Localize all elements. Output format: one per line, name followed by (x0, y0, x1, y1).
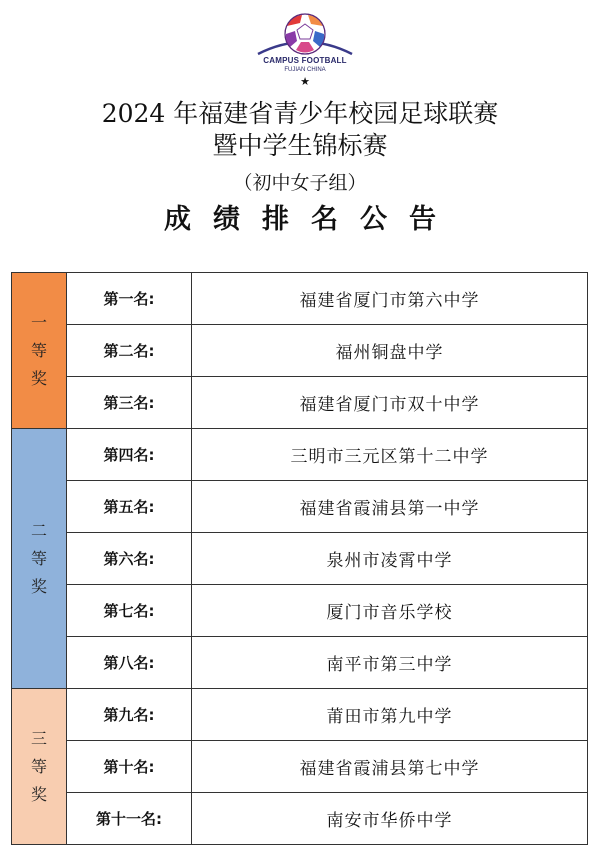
rank-label: 第八名: (67, 637, 192, 689)
tier-char: 等 (30, 548, 47, 568)
table-row (12, 741, 588, 793)
school-name: 福建省霞浦县第一中学 (192, 481, 588, 533)
school-name: 福建省厦门市双十中学 (192, 377, 588, 429)
tier-second-prize (12, 429, 67, 689)
rank-label: 第四名: (67, 429, 192, 481)
table-row (12, 533, 588, 585)
school-name: 泉州市凌霄中学 (192, 533, 588, 585)
school-name: 南安市华侨中学 (192, 793, 588, 845)
tier-char: 二 (30, 520, 47, 540)
logo-text-fujian-china: FUJIAN CHINA (284, 67, 326, 73)
school-name: 莆田市第九中学 (192, 689, 588, 741)
results-table (11, 272, 588, 845)
school-name: 福州铜盘中学 (192, 325, 588, 377)
table-row (12, 637, 588, 689)
rank-label: 第十名: (67, 741, 192, 793)
tier-char: 奖 (30, 784, 47, 804)
school-name: 福建省厦门市第六中学 (192, 273, 588, 325)
school-name: 三明市三元区第十二中学 (192, 429, 588, 481)
rank-label: 第二名: (67, 325, 192, 377)
rank-label: 第七名: (67, 585, 192, 637)
tier-first-prize (12, 273, 67, 429)
football-emblem-icon (250, 10, 360, 58)
tier-char: 奖 (30, 368, 47, 388)
rank-label: 第十一名: (67, 793, 192, 845)
tier-char: 等 (30, 340, 47, 360)
tier-char: 奖 (30, 576, 47, 596)
campus-football-logo (250, 10, 360, 90)
table-row (12, 377, 588, 429)
rank-label: 第五名: (67, 481, 192, 533)
rank-label: 第三名: (67, 377, 192, 429)
tier-char: 一 (30, 312, 47, 332)
title-line-2: 暨中学生锦标赛 (212, 131, 388, 160)
table-row (12, 429, 588, 481)
school-name: 厦门市音乐学校 (192, 585, 588, 637)
rank-label: 第九名: (67, 689, 192, 741)
rank-label: 第一名: (67, 273, 192, 325)
page-heading: 成绩排名公告 (164, 204, 458, 235)
title-line-1: 2024 年福建省青少年校园足球联赛 (101, 99, 499, 128)
table-row (12, 689, 588, 741)
table-row (12, 793, 588, 845)
rank-label: 第六名: (67, 533, 192, 585)
table-row (12, 481, 588, 533)
star-icon: ★ (300, 75, 310, 88)
tier-third-prize (12, 689, 67, 845)
school-name: 南平市第三中学 (192, 637, 588, 689)
table-row (12, 585, 588, 637)
logo-text-campus-football: CAMPUS FOOTBALL (263, 56, 347, 65)
tier-char: 等 (30, 756, 47, 776)
tier-char: 三 (30, 728, 47, 748)
school-name: 福建省霞浦县第七中学 (192, 741, 588, 793)
subtitle: （初中女子组） (233, 172, 367, 194)
table-row (12, 273, 588, 325)
table-row (12, 325, 588, 377)
